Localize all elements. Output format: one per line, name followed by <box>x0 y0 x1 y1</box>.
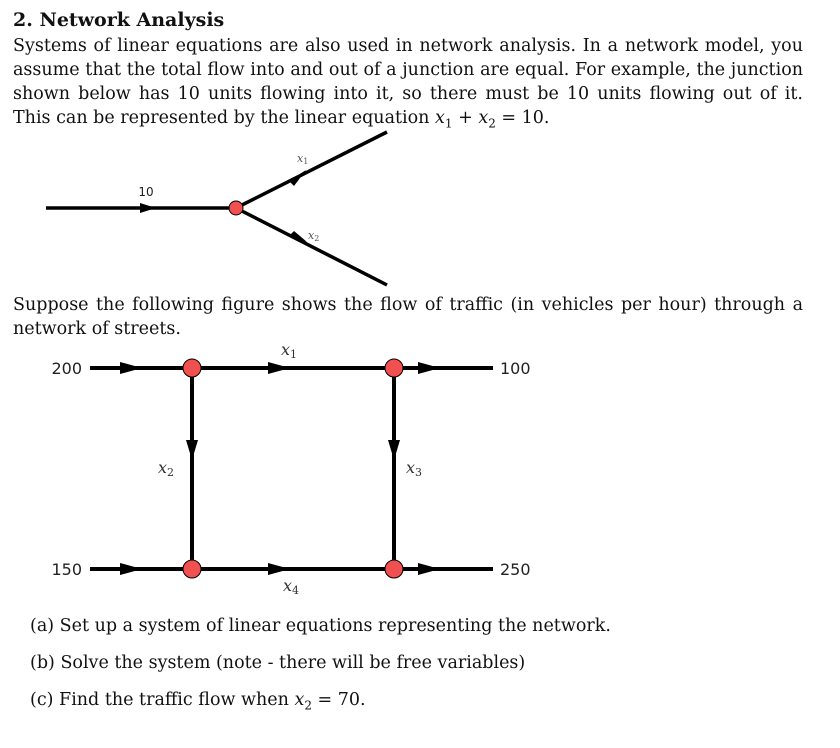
question-c <box>30 688 611 725</box>
x1-label: x1 <box>281 340 298 361</box>
eq-plus: + <box>452 108 479 128</box>
intro-text: Systems of linear equations are also used in network analysis. In a network model, you assume that the total flow into and out of a junction are equal. For example, the junction shown below has 10 units flowing into it, so there must be 10 units flowing out of it. This can be represented by the linear equation <box>13 36 803 128</box>
junction-diagram <box>0 130 840 290</box>
question-b <box>30 651 611 688</box>
node-bottom-left <box>183 560 201 578</box>
question-b-text: Solve the system (note - there will be free variables) <box>60 653 526 673</box>
junction-inflow-label: 10 <box>138 185 154 199</box>
eq-var-x2: x <box>478 108 489 128</box>
junction-outflow-x1-arrow-icon <box>289 170 306 186</box>
top-outflow-arrow-icon <box>418 362 440 374</box>
eq-term-x2 <box>478 108 496 131</box>
question-c-text: Find the traffic flow when <box>59 690 295 710</box>
equation <box>435 108 453 131</box>
question-c-var: $x_2$ <box>294 690 312 713</box>
junction-outflow-x1-line <box>236 132 387 208</box>
question-list <box>30 614 611 725</box>
junction-x1-label: x1 <box>297 152 309 166</box>
section-heading: 2. Network Analysis <box>13 9 225 31</box>
eq-rhs: = 10. <box>495 108 550 128</box>
junction-inflow-arrow-icon <box>140 203 156 213</box>
node-top-right <box>385 359 403 377</box>
top-inflow-arrow-icon <box>120 362 142 374</box>
bottom-inflow-arrow-icon <box>120 563 142 575</box>
network-intro-paragraph: Suppose the following figure shows the flow of traffic (in vehicles per hour) through a network of streets. <box>13 295 803 339</box>
question-a-label: (a) <box>30 616 55 636</box>
network-diagram <box>0 336 840 596</box>
question-c-value: = 70. <box>311 690 366 710</box>
x1-arrow-icon <box>268 362 290 374</box>
question-b-label: (b) <box>30 653 55 673</box>
junction-x2-label: x2 <box>308 229 320 243</box>
x4-arrow-icon <box>268 563 290 575</box>
x4-label: x4 <box>283 576 300 596</box>
node-bottom-right <box>385 560 403 578</box>
question-c-label: (c) <box>30 690 54 710</box>
question-a-text: Set up a system of linear equations representing the network. <box>59 616 611 636</box>
question-a <box>30 614 611 651</box>
bottom-inflow-label: 150 <box>51 560 82 579</box>
junction-outflow-x2-line <box>236 208 387 285</box>
top-outflow-label: 100 <box>500 359 531 378</box>
eq-sub-1: 1 <box>444 116 453 131</box>
eq-sub-2: 2 <box>488 116 496 131</box>
bottom-outflow-label: 250 <box>500 560 531 579</box>
bottom-outflow-arrow-icon <box>418 563 440 575</box>
intro-paragraph <box>13 34 803 136</box>
x3-label: x3 <box>406 458 423 479</box>
x2-label: x2 <box>158 458 175 479</box>
x3-arrow-icon <box>388 440 400 460</box>
node-top-left <box>183 359 201 377</box>
top-inflow-label: 200 <box>51 359 82 378</box>
eq-var-x1: x <box>435 108 445 128</box>
junction-node <box>229 201 243 215</box>
x2-arrow-icon <box>186 440 198 460</box>
